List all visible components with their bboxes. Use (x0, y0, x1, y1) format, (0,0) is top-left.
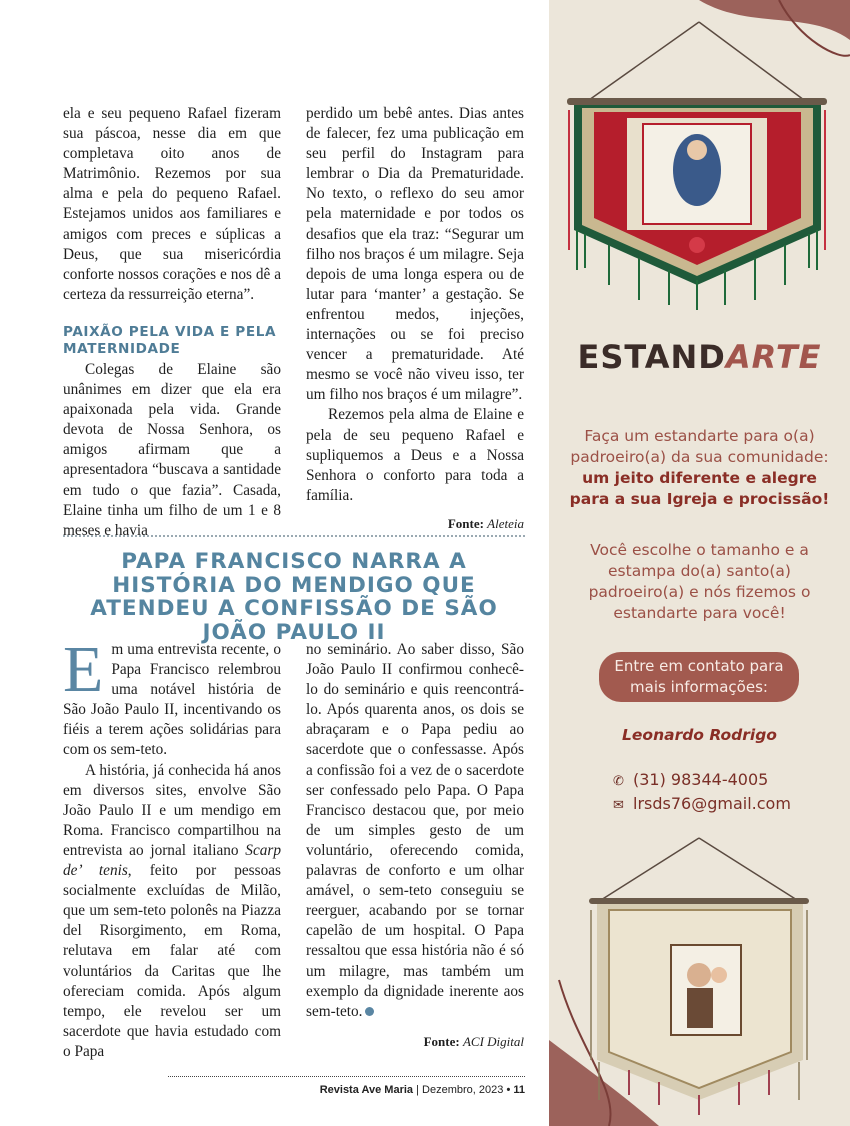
article2-text: no seminário. Ao saber disso, São João Paulo II confirmou conhecê-lo do seminário e quis reencontrá-lo. Após quarenta anos, os dois se abraçaram e o Papa pediu ao sacerdote que o confessasse. Após a confissão foi a vez de o sacerdote ser confessado pelo Papa. O Papa Francisco destacou que, por meio de um simples gesto de um voluntário, oferecendo comida, palavras de conforto e um olhar amável, o sem-teto conseguiu se reerguer, acabando por se tornar capelão de um hospital. O Papa ressaltou que essa história não é só um milagre, mas também um exemplo da dignidade inerente aos sem-teto. (306, 641, 524, 1020)
brand-name-part1: ESTAND (577, 338, 726, 376)
advertisement-panel (549, 0, 850, 1126)
phone-number: (31) 98344-4005 (633, 770, 769, 789)
drop-cap: E (63, 633, 104, 706)
article2-text: , feito por pessoas socialmente excluídas de Milão, que um sem-teto polonês na Piazza del Risorgimento, em Roma, relutava em falar até com voluntários da Caritas que lhe ofereciam comida. Após algum tempo, ele revelou ser um sacerdote que havia estudado com o Papa (63, 862, 281, 1060)
article2-text: A história, já conhecida há anos em diversos sites, envolve São João Paulo II e um mendigo em Roma. Francisco compartilhou na entrevista ao jornal italiano (63, 761, 281, 859)
page-number: 11 (513, 1084, 525, 1096)
mail-icon: ✉ (613, 798, 624, 813)
brand-name-part2: ARTE (725, 338, 822, 376)
contact-person: Leonardo Rodrigo (622, 726, 777, 744)
ad-description (549, 540, 850, 624)
article2-column-left (63, 633, 281, 1062)
source-label: Fonte: (423, 1033, 460, 1049)
ad-highlight-line: para a sua Igreja e procissão! (569, 490, 830, 508)
footer-bullet: • (506, 1084, 514, 1096)
end-mark-icon (365, 1007, 374, 1016)
ad-description-line: estampa do(a) santo(a) (608, 562, 791, 580)
article1-subheading: PAIXÃO PELA VIDA E PELA MATERNIDADE (63, 323, 277, 357)
source-label: Fonte: (447, 515, 484, 531)
ad-highlight-line: um jeito diferente e alegre (582, 469, 817, 487)
article2-paragraph (63, 761, 281, 1062)
contact-line: mais informações: (630, 678, 768, 696)
banner-red-illustration (567, 22, 827, 310)
email-contact (613, 794, 791, 813)
footer-rule (168, 1076, 525, 1077)
ad-description-line: Você escolhe o tamanho e a (590, 541, 809, 559)
brand-logo (549, 338, 850, 376)
newspaper-name: Scarp de’ tenis (63, 841, 281, 880)
article2-paragraph (306, 640, 524, 1022)
phone-icon: ✆ (613, 774, 624, 789)
article1-column-right (306, 104, 524, 534)
ad-highlight (549, 468, 850, 510)
footer-separator: | (416, 1084, 423, 1096)
section-divider (63, 535, 525, 537)
article1-column-left (63, 104, 281, 541)
article2-text: m uma entrevista recente, o Papa Francisco relembrou uma notável história de São João Paulo II, incentivando os fiéis a terem ações solidárias para com os sem-teto. (63, 641, 281, 759)
article1-source (306, 514, 524, 534)
article2-title: PAPA FRANCISCO NARRA A HISTÓRIA DO MENDIGO QUE ATENDEU A CONFISSÃO DE SÃO JOÃO PAULO II (90, 549, 498, 645)
magazine-name: Revista Ave Maria (319, 1084, 414, 1096)
article2-column-right (306, 640, 524, 1052)
source-name: ACI Digital (462, 1033, 524, 1049)
source-name: Aleteia (487, 515, 524, 531)
banner-cream-illustration (589, 838, 809, 1115)
contact-badge (599, 652, 799, 702)
page-footer (168, 1084, 525, 1096)
article1-paragraph: Colegas de Elaine são unânimes em dizer que ela era apaixonada pela vida. Grande devota de Nossa Senhora, os amigos afirmam que a apresentadora “buscava a santidade em tudo o que fazia”. Casada, Elaine tinha um filho de um 1 e 8 meses e havia (63, 360, 281, 539)
article1-paragraph: Rezemos pela alma de Elaine e pela de seu pequeno Rafael e supliquemos a Deus e a Nossa Senhora o conforto para toda a família. (306, 406, 524, 504)
article2-paragraph (63, 633, 281, 761)
contact-line: Entre em contato para (614, 657, 784, 675)
email-address: lrsds76@gmail.com (633, 794, 791, 813)
ad-pitch-line: padroeiro(a) da sua comunidade: (570, 448, 829, 466)
ad-pitch-line: Faça um estandarte para o(a) (584, 427, 815, 445)
article1-paragraph: perdido um bebê antes. Dias antes de falecer, fez uma publicação em seu perfil do Instagram para lembrar o Dia da Prematuridade. No texto, o reflexo do seu amor pela maternidade e por todos os desafios que ela traz: “Segurar um filho nos braços é um milagre. Seja depois de uma longa espera ou de lutar para ‘manter’ a gestação. Se enfrentou medos, injeções, internações ou se foi preciso vencer a prematuridade. Até mesmo se você não viveu isso, ter um filho nos braços é um milagre”. (306, 105, 524, 404)
ad-description-line: estandarte para você! (613, 604, 786, 622)
issue-date: Dezembro, 2023 (422, 1084, 504, 1096)
article1-paragraph: ela e seu pequeno Rafael fizeram sua páscoa, nesse dia em que completava oito anos de Matrimônio. Rezemos por sua alma e pela do pequeno Rafael. Estejamos unidos aos familiares e amigos com preces e súplicas a Deus, que sua misericórdia conforte nossos corações e nos dê a certeza da ressurreição eterna”. (63, 105, 281, 303)
phone-contact (613, 770, 768, 789)
ad-description-line: padroeiro(a) e nós fizemos o (588, 583, 811, 601)
ad-pitch (549, 426, 850, 468)
article2-source (306, 1032, 524, 1052)
